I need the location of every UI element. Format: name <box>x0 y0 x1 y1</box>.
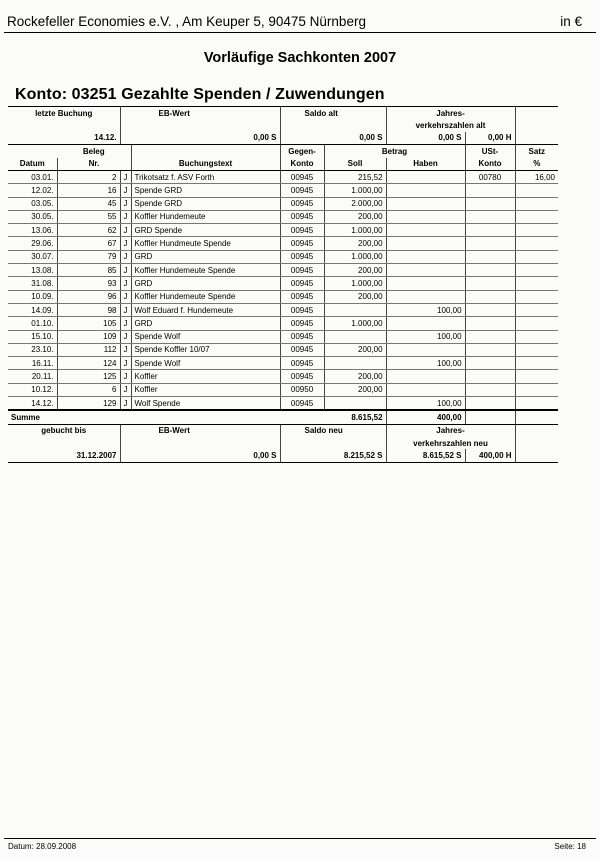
ust-konto-cell <box>465 397 515 411</box>
beleg-nr-cell: 124 <box>57 357 120 370</box>
datum-cell: 12.02. <box>8 184 57 197</box>
satz-cell <box>515 224 558 237</box>
haben-cell: 100,00 <box>386 397 465 411</box>
satz-cell <box>515 250 558 263</box>
table-row <box>8 303 558 316</box>
buchungstext-cell: GRD <box>131 317 280 330</box>
ledger-table <box>8 106 558 463</box>
bottom-summary-values <box>8 449 558 462</box>
ledger-rows <box>8 170 558 410</box>
journal-flag-cell: J <box>120 343 131 356</box>
journal-flag-cell: J <box>120 290 131 303</box>
ust-konto-cell <box>465 330 515 343</box>
ust-header: USt- <box>465 145 515 158</box>
datum-cell: 15.10. <box>8 330 57 343</box>
journal-flag-cell: J <box>120 357 131 370</box>
satz-cell <box>515 277 558 290</box>
ust-konto-cell <box>465 250 515 263</box>
datum-cell: 13.08. <box>8 264 57 277</box>
buchungstext-cell: Koffler Hundemeute Spende <box>131 264 280 277</box>
ust-konto-cell <box>465 343 515 356</box>
beleg-nr-cell: 112 <box>57 343 120 356</box>
buchungstext-cell: Koffler <box>131 383 280 396</box>
satz-cell <box>515 290 558 303</box>
datum-cell: 16.11. <box>8 357 57 370</box>
beleg-nr-cell: 45 <box>57 197 120 210</box>
konto-header: Konto <box>280 158 324 171</box>
buchungstext-cell: Trikotsatz f. ASV Forth <box>131 170 280 183</box>
gegenkonto-cell: 00945 <box>280 224 324 237</box>
datum-cell: 13.06. <box>8 224 57 237</box>
haben-cell <box>386 237 465 250</box>
soll-cell: 1.000,00 <box>324 250 386 263</box>
journal-flag-cell: J <box>120 277 131 290</box>
betrag-header: Betrag <box>324 145 465 158</box>
haben-cell <box>386 197 465 210</box>
gegenkonto-cell: 00945 <box>280 250 324 263</box>
beleg-nr-cell: 129 <box>57 397 120 411</box>
haben-cell <box>386 370 465 383</box>
currency-label: in € <box>560 14 582 29</box>
gegenkonto-cell: 00945 <box>280 303 324 316</box>
page-number: Seite: 18 <box>554 842 586 851</box>
beleg-nr-cell: 79 <box>57 250 120 263</box>
buchungstext-cell: Koffler Hundemeute Spende <box>131 290 280 303</box>
satz-cell <box>515 210 558 223</box>
ust-konto-cell <box>465 290 515 303</box>
ust-konto-cell <box>465 264 515 277</box>
gegenkonto-cell: 00945 <box>280 317 324 330</box>
beleg-nr-cell: 2 <box>57 170 120 183</box>
summe-soll: 8.615,52 <box>324 410 386 424</box>
table-row <box>8 197 558 210</box>
top-summary-values <box>8 132 558 145</box>
soll-cell: 200,00 <box>324 210 386 223</box>
satz-cell <box>515 383 558 396</box>
gegenkonto-cell: 00945 <box>280 290 324 303</box>
table-row <box>8 383 558 396</box>
journal-flag-cell: J <box>120 397 131 411</box>
satz-cell <box>515 184 558 197</box>
buchungstext-cell: Koffler Hundmeute Spende <box>131 237 280 250</box>
datum-cell: 14.09. <box>8 303 57 316</box>
journal-flag-cell: J <box>120 250 131 263</box>
table-row <box>8 210 558 223</box>
letzte-buchung-value: 14.12. <box>8 132 120 145</box>
table-row <box>8 277 558 290</box>
datum-cell: 10.12. <box>8 383 57 396</box>
table-row <box>8 317 558 330</box>
haben-header: Haben <box>386 158 465 171</box>
jahres-alt-soll: 0,00 S <box>386 132 465 145</box>
soll-cell: 200,00 <box>324 343 386 356</box>
nr-header: Nr. <box>57 158 131 171</box>
haben-cell <box>386 170 465 183</box>
datum-cell: 01.10. <box>8 317 57 330</box>
jahres-neu-haben: 400,00 H <box>465 449 515 462</box>
ust-konto-cell <box>465 210 515 223</box>
buchungstext-cell: Wolf Eduard f. Hundemeute <box>131 303 280 316</box>
haben-cell <box>386 224 465 237</box>
gegenkonto-cell: 00945 <box>280 184 324 197</box>
buchungstext-cell: Spende Koffler 10/07 <box>131 343 280 356</box>
summe-haben: 400,00 <box>386 410 465 424</box>
ust-konto-cell <box>465 277 515 290</box>
gegenkonto-cell: 00945 <box>280 264 324 277</box>
saldo-neu-value: 8.215,52 S <box>280 449 386 462</box>
gegenkonto-cell: 00945 <box>280 170 324 183</box>
soll-header: Soll <box>324 158 386 171</box>
beleg-nr-cell: 85 <box>57 264 120 277</box>
haben-cell: 100,00 <box>386 330 465 343</box>
ust-konto-header: Konto <box>465 158 515 171</box>
gegenkonto-cell: 00945 <box>280 357 324 370</box>
haben-cell <box>386 210 465 223</box>
saldo-alt-value: 0,00 S <box>280 132 386 145</box>
soll-cell: 1.000,00 <box>324 184 386 197</box>
satz-cell <box>515 330 558 343</box>
haben-cell: 100,00 <box>386 303 465 316</box>
journal-flag-cell: J <box>120 184 131 197</box>
soll-cell: 1.000,00 <box>324 277 386 290</box>
eb-wert-value: 0,00 S <box>120 132 280 145</box>
haben-cell <box>386 290 465 303</box>
journal-flag-cell: J <box>120 303 131 316</box>
table-row <box>8 357 558 370</box>
gegenkonto-cell: 00945 <box>280 210 324 223</box>
saldo-alt-label: Saldo alt <box>280 107 386 120</box>
beleg-nr-cell: 96 <box>57 290 120 303</box>
soll-cell <box>324 330 386 343</box>
journal-flag-cell: J <box>120 317 131 330</box>
page-title: Vorläufige Sachkonten 2007 <box>203 50 397 66</box>
jahres-alt-label-2: verkehrszahlen alt <box>386 119 515 131</box>
buchungstext-cell: Wolf Spende <box>131 397 280 411</box>
datum-cell: 30.05. <box>8 210 57 223</box>
journal-flag-cell: J <box>120 197 131 210</box>
buchungstext-header: Buchungstext <box>131 158 280 171</box>
datum-cell: 20.11. <box>8 370 57 383</box>
journal-flag-cell: J <box>120 383 131 396</box>
satz-cell <box>515 197 558 210</box>
column-header-row-2 <box>8 158 558 171</box>
top-summary-labels-2 <box>8 119 558 131</box>
satz-cell <box>515 317 558 330</box>
datum-cell: 23.10. <box>8 343 57 356</box>
haben-cell: 100,00 <box>386 357 465 370</box>
beleg-header: Beleg <box>57 145 131 158</box>
ust-konto-cell <box>465 383 515 396</box>
ust-konto-cell <box>465 184 515 197</box>
datum-cell: 29.06. <box>8 237 57 250</box>
ust-konto-cell <box>465 370 515 383</box>
ust-konto-cell <box>465 303 515 316</box>
jahres-neu-label-1: Jahres- <box>386 424 515 437</box>
datum-cell: 30.07. <box>8 250 57 263</box>
datum-cell: 14.12. <box>8 397 57 411</box>
gegen-header: Gegen- <box>280 145 324 158</box>
ust-konto-cell <box>465 357 515 370</box>
datum-cell: 03.01. <box>8 170 57 183</box>
table-row <box>8 343 558 356</box>
table-row <box>8 330 558 343</box>
gegenkonto-cell: 00945 <box>280 197 324 210</box>
eb-wert-label: EB-Wert <box>120 107 280 120</box>
letzte-buchung-label: letzte Buchung <box>8 107 120 120</box>
saldo-neu-label: Saldo neu <box>280 424 386 437</box>
journal-flag-cell: J <box>120 237 131 250</box>
soll-cell: 200,00 <box>324 264 386 277</box>
account-title: Konto: 03251 Gezahlte Spenden / Zuwendungen <box>15 86 385 103</box>
jahres-alt-haben: 0,00 H <box>465 132 515 145</box>
footer-divider <box>4 838 596 839</box>
eb-wert-neu-value: 0,00 S <box>120 449 280 462</box>
datum-cell: 10.09. <box>8 290 57 303</box>
beleg-nr-cell: 16 <box>57 184 120 197</box>
gebucht-bis-label: gebucht bis <box>8 424 120 437</box>
satz-cell: 16,00 <box>515 170 558 183</box>
soll-cell: 215,52 <box>324 170 386 183</box>
summe-label: Summe <box>8 410 280 424</box>
buchungstext-cell: GRD <box>131 277 280 290</box>
ust-konto-cell <box>465 237 515 250</box>
gegenkonto-cell: 00945 <box>280 237 324 250</box>
beleg-nr-cell: 93 <box>57 277 120 290</box>
haben-cell <box>386 184 465 197</box>
gegenkonto-cell: 00945 <box>280 343 324 356</box>
buchungstext-cell: GRD <box>131 250 280 263</box>
gebucht-bis-value: 31.12.2007 <box>8 449 120 462</box>
bottom-summary-labels <box>8 424 558 437</box>
table-row <box>8 370 558 383</box>
beleg-nr-cell: 109 <box>57 330 120 343</box>
soll-cell: 1.000,00 <box>324 224 386 237</box>
satz-cell <box>515 397 558 411</box>
bottom-summary-labels-2 <box>8 437 558 449</box>
beleg-nr-cell: 98 <box>57 303 120 316</box>
print-date: Datum: 28.09.2008 <box>8 842 77 851</box>
beleg-nr-cell: 6 <box>57 383 120 396</box>
gegenkonto-cell: 00945 <box>280 277 324 290</box>
journal-flag-cell: J <box>120 224 131 237</box>
buchungstext-cell: GRD Spende <box>131 224 280 237</box>
table-row <box>8 264 558 277</box>
satz-cell <box>515 370 558 383</box>
soll-cell: 200,00 <box>324 383 386 396</box>
satz-cell <box>515 237 558 250</box>
haben-cell <box>386 383 465 396</box>
ust-konto-cell <box>465 317 515 330</box>
haben-cell <box>386 264 465 277</box>
journal-flag-cell: J <box>120 330 131 343</box>
gegenkonto-cell: 00945 <box>280 330 324 343</box>
soll-cell: 200,00 <box>324 290 386 303</box>
haben-cell <box>386 277 465 290</box>
gegenkonto-cell: 00945 <box>280 397 324 411</box>
journal-flag-cell: J <box>120 370 131 383</box>
table-row <box>8 170 558 183</box>
gegenkonto-cell: 00945 <box>280 370 324 383</box>
datum-cell: 03.05. <box>8 197 57 210</box>
soll-cell <box>324 397 386 411</box>
beleg-nr-cell: 67 <box>57 237 120 250</box>
ust-konto-cell <box>465 197 515 210</box>
soll-cell <box>324 303 386 316</box>
soll-cell <box>324 357 386 370</box>
table-row <box>8 397 558 411</box>
jahres-neu-soll: 8.615,52 S <box>386 449 465 462</box>
journal-flag-cell: J <box>120 210 131 223</box>
ust-konto-cell <box>465 224 515 237</box>
prozent-header: % <box>515 158 558 171</box>
satz-cell <box>515 303 558 316</box>
jahres-alt-label-1: Jahres- <box>386 107 515 120</box>
ust-konto-cell: 00780 <box>465 170 515 183</box>
datum-cell: 31.08. <box>8 277 57 290</box>
table-row <box>8 184 558 197</box>
datum-header: Datum <box>8 158 57 171</box>
gegenkonto-cell: 00950 <box>280 383 324 396</box>
table-row <box>8 250 558 263</box>
buchungstext-cell: Koffler <box>131 370 280 383</box>
column-header-row-1 <box>8 145 558 158</box>
table-row <box>8 237 558 250</box>
beleg-nr-cell: 125 <box>57 370 120 383</box>
buchungstext-cell: Spende Wolf <box>131 357 280 370</box>
journal-flag-cell: J <box>120 264 131 277</box>
top-summary-labels <box>8 107 558 120</box>
eb-wert-neu-label: EB-Wert <box>120 424 280 437</box>
journal-flag-cell: J <box>120 170 131 183</box>
satz-header: Satz <box>528 146 545 156</box>
buchungstext-cell: Spende Wolf <box>131 330 280 343</box>
haben-cell <box>386 317 465 330</box>
satz-cell <box>515 357 558 370</box>
satz-cell <box>515 264 558 277</box>
jahres-neu-label-2: verkehrszahlen neu <box>386 437 515 449</box>
soll-cell: 2.000,00 <box>324 197 386 210</box>
buchungstext-cell: Spende GRD <box>131 184 280 197</box>
soll-cell: 200,00 <box>324 370 386 383</box>
satz-cell <box>515 343 558 356</box>
buchungstext-cell: Koffler Hundemeute <box>131 210 280 223</box>
soll-cell: 200,00 <box>324 237 386 250</box>
haben-cell <box>386 343 465 356</box>
haben-cell <box>386 250 465 263</box>
beleg-nr-cell: 105 <box>57 317 120 330</box>
table-row <box>8 290 558 303</box>
organization-header: Rockefeller Economies e.V. , Am Keuper 5, 90475 Nürnberg <box>7 14 366 29</box>
beleg-nr-cell: 55 <box>57 210 120 223</box>
header-divider <box>4 32 596 33</box>
beleg-nr-cell: 62 <box>57 224 120 237</box>
soll-cell: 1.000,00 <box>324 317 386 330</box>
summe-row <box>8 410 558 424</box>
buchungstext-cell: Spende GRD <box>131 197 280 210</box>
table-row <box>8 224 558 237</box>
